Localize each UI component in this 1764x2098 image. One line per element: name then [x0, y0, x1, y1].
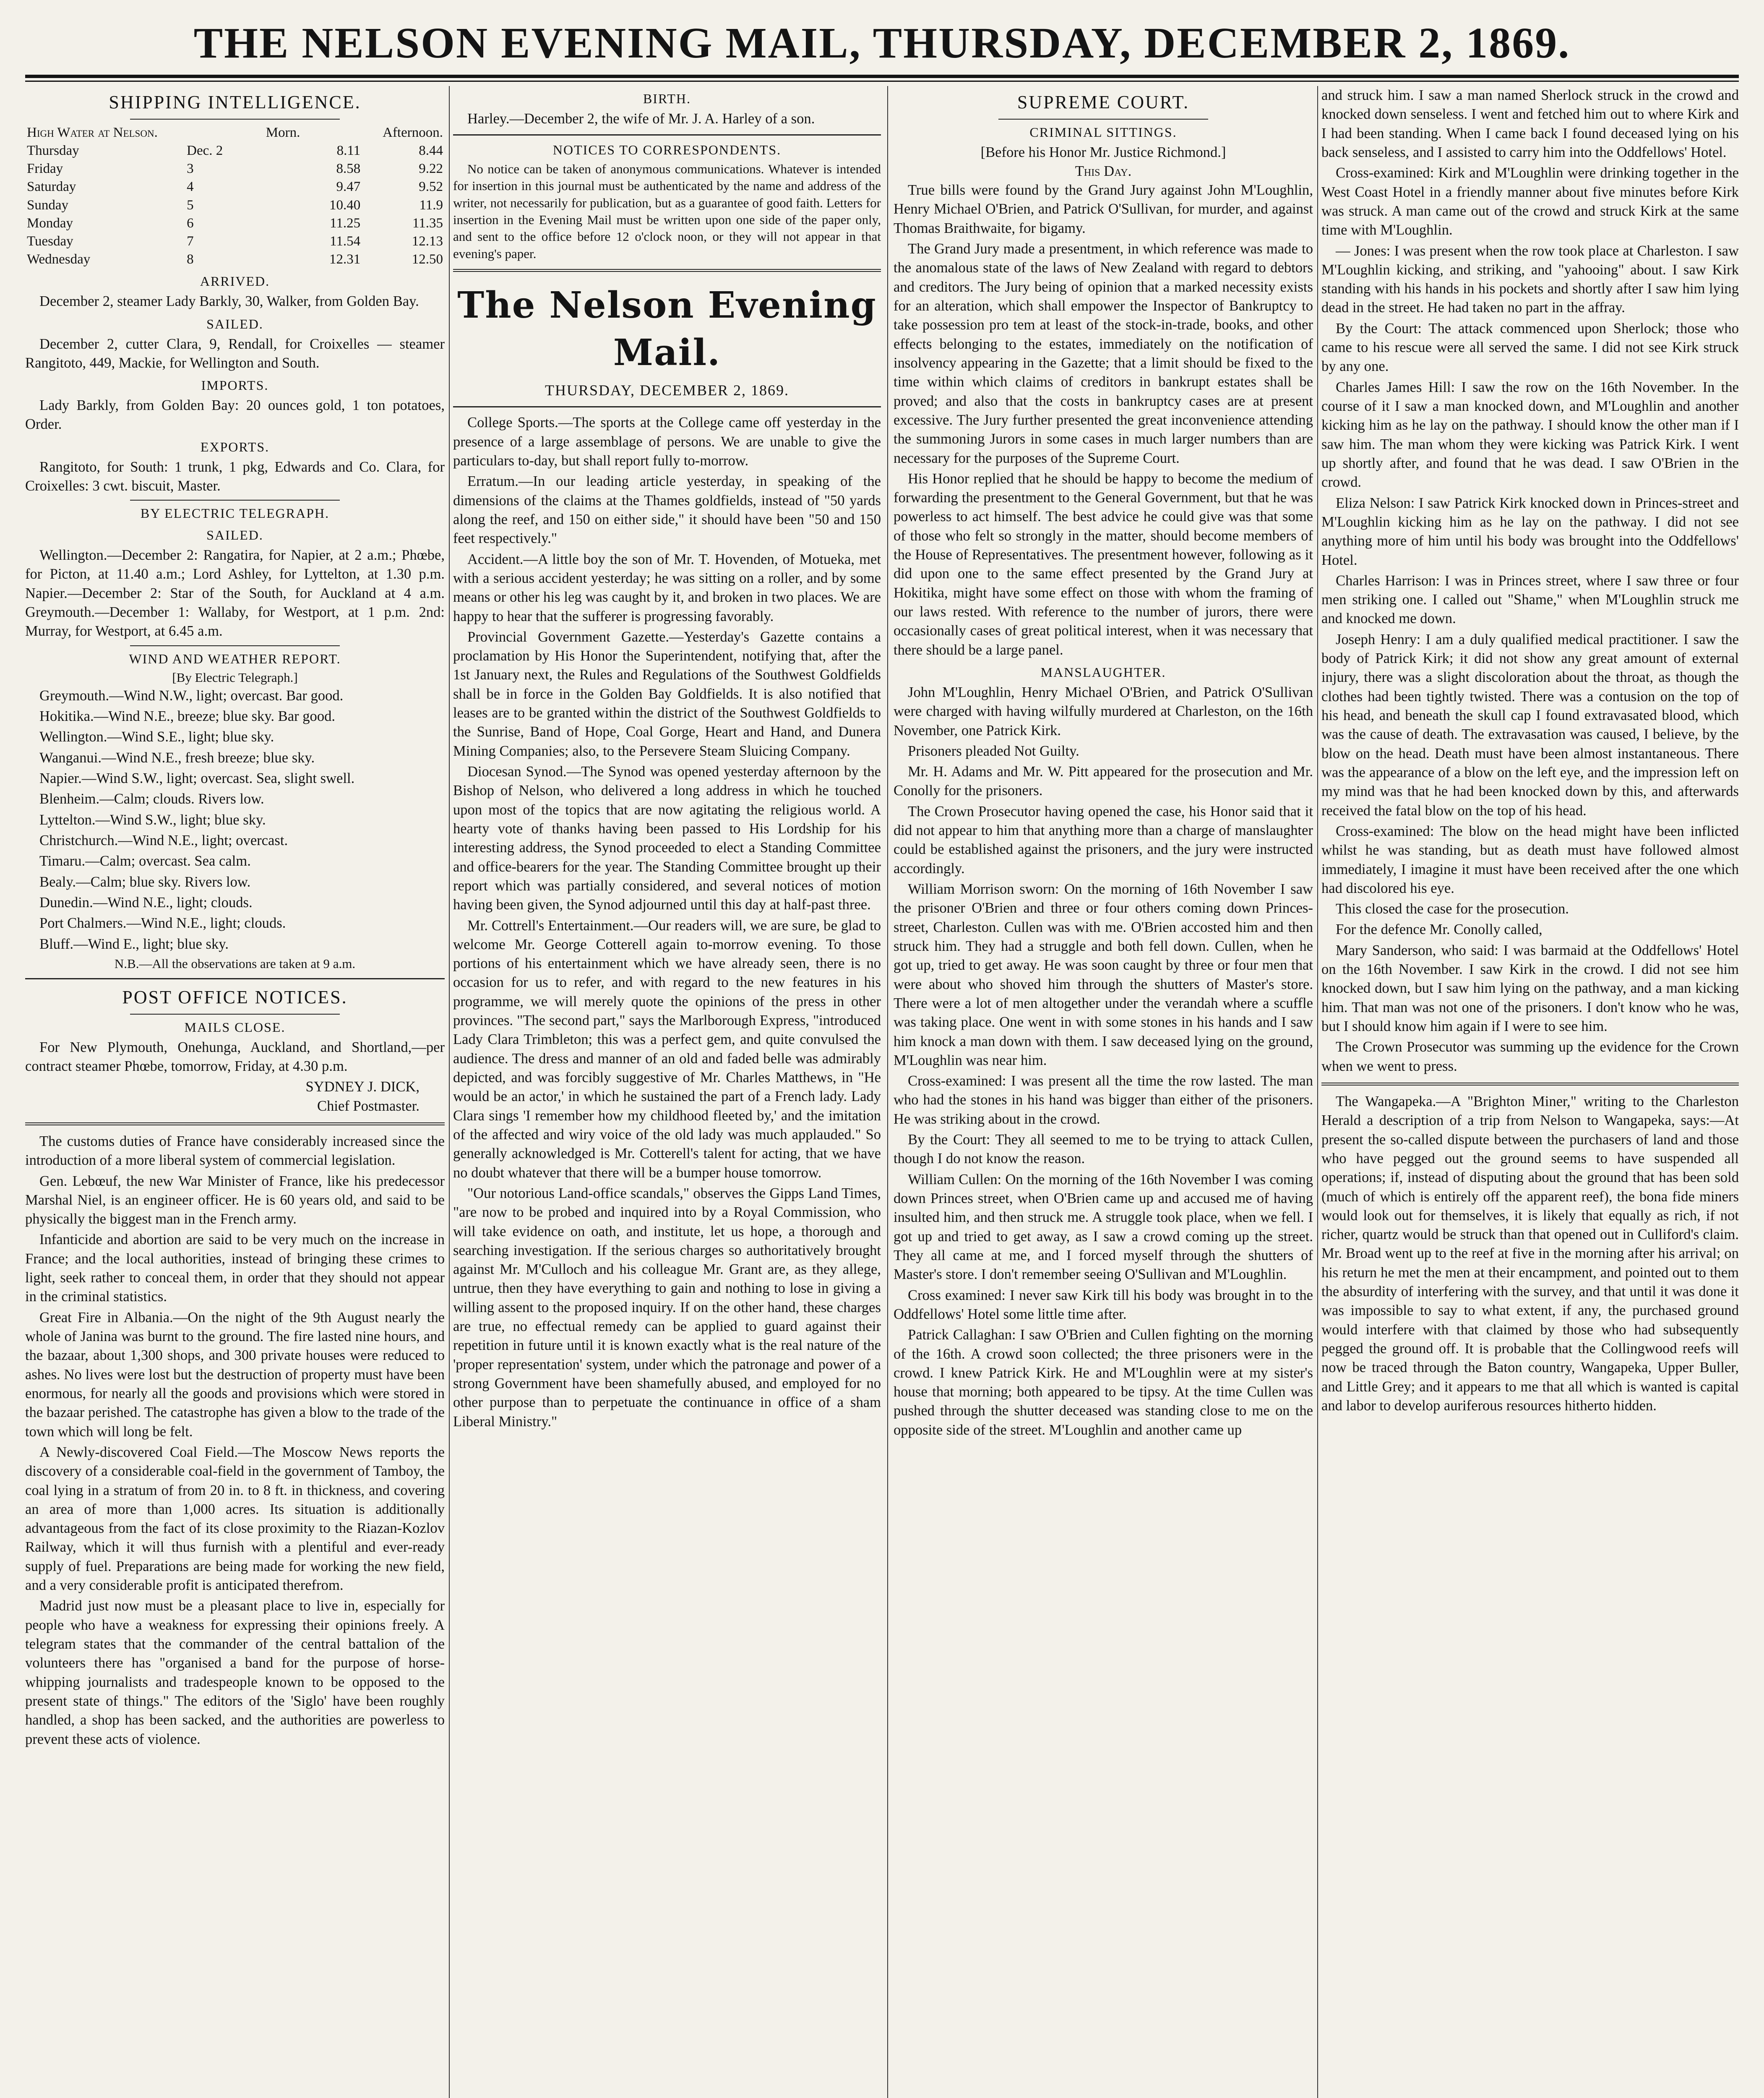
tide-row [25, 232, 445, 251]
trial-continued-paragraphs [1321, 86, 1739, 1076]
divider [25, 978, 445, 979]
weather-line: Wellington.—Wind S.E., light; blue sky. [39, 729, 274, 745]
trial-paragraph: Mr. H. Adams and Mr. W. Pitt appeared for the prosecution and Mr. Conolly for the prisoners. [894, 764, 1313, 799]
tide-header: Morn. [266, 125, 300, 140]
tide-row [25, 251, 445, 269]
tide-cell: Saturday [27, 179, 76, 195]
weather-line: Greymouth.—Wind N.W., light; overcast. Bar good. [39, 687, 344, 704]
tide-header: High Water at Nelson. [27, 125, 158, 140]
mails-text: For New Plymouth, Onehunga, Auckland, and Shortland,—per contract steamer Phœbe, tomorrow, Friday, at 4.30 p.m. [25, 1039, 445, 1074]
imports-heading: IMPORTS. [201, 378, 269, 393]
postmaster-name: SYDNEY J. DICK, [305, 1079, 420, 1095]
tide-row [25, 178, 445, 196]
this-day-heading: This Day. [1075, 163, 1132, 179]
news-item: The customs duties of France have considerably increased since the introduction of a more liberal system of commercial legislation. [25, 1133, 445, 1169]
trial-paragraph: Prisoners pleaded Not Guilty. [908, 743, 1079, 759]
editorial-paragraph: Diocesan Synod.—The Synod was opened yesterday afternoon by the Bishop of Nelson, who delivered a long address in which he touched upon most of the topics that are now agitating the religious world. A hearty vote of thanks having been passed to His Lordship for his interesting address, the Synod proceeded to elect a Standing Committee and office-bearers for the year. The Standing Committee brought up their report which was partially considered, and several notices of motion having been given, the Synod adjourned until this day at half-past three. [453, 764, 881, 913]
tide-header: Afternoon. [383, 125, 443, 140]
court-paragraph: The Grand Jury made a presentment, in which reference was made to the anomalous state of the laws of New Zealand with regard to debtors and creditors. The Jury being of opinion that a marked necessity exists for an alteration, which shall empower the Inspector of Bankruptcy to take possession pro tem at least of the stock-in-trade, books, and other effects belonging to the estates, immediately on the notification of insolvency appearing in the Gazette; that a limit should be fixed to the time within which claims of creditors in bankrupt estates shall be proved; and also that the costs in bankruptcy cases are at present excessive. The Jury further presented the great inconvenience attending the summoning Jurors in some cases in much larger numbers than are necessary for the purposes of the Supreme Court. [894, 241, 1313, 466]
tide-cell: 12.50 [412, 252, 443, 267]
tide-cell: 11.25 [330, 215, 361, 231]
divider [130, 1014, 340, 1015]
editorial-paragraph: Mr. Cottrell's Entertainment.—Our readers will, we are sure, be glad to welcome Mr. George Cotterell again to-morrow evening. To those portions of his entertainment which we have already seen, there is no occasion for us to refer, and with regard to the new features in his programme, we will merely quote the opinions of the press in other provinces. "The second part," says the Marlborough Express, "introduced Lady Clara Trimbleton; this was a perfect gem, and quite convulsed the audience. The dress and manner of an old and faded belle was admirably depicted, and was forcibly suggestive of Mr. Charles Matthews, in "He would be an actor,' in which he sustained the part of a French lady. Lady Clara sings 'I remember how my childhood fleeted by,' and the imitation of the affected and wiry voice of the old lady was much applauded." So generally acknowledged is Mr. Cotterell's talent for acting, that we have no doubt whatever that there will be a bumper house tomorrow. [453, 917, 881, 1181]
trial-paragraph: Eliza Nelson: I saw Patrick Kirk knocked down in Princes-street and M'Loughlin kicking him as he lay on the pathway. I did not see anything more of him until his body was brought into the Oddfellows' Hotel. [1321, 495, 1739, 568]
weather-line: Bluff.—Wind E., light; blue sky. [39, 936, 229, 952]
divider [998, 119, 1208, 120]
newspaper-flag: The Nelson Evening Mail. [457, 284, 877, 374]
trial-paragraph: By the Court: The attack commenced upon Sherlock; those who came to his rescue were all served the same. I did not see Kirk struck by any one. [1321, 320, 1739, 375]
tide-cell: Wednesday [27, 252, 91, 267]
news-item: Infanticide and abortion are said to be very much on the increase in France; and the local authorities, instead of bringing these crimes to light, seek rather to conceal them, in order that they should not appear in the criminal statistics. [25, 1232, 445, 1305]
tide-cell: Tuesday [27, 233, 73, 249]
trial-paragraph: Mary Sanderson, who said: I was barmaid at the Oddfellows' Hotel on the 16th November. I saw Kirk in the crowd. I did not see him knocked down, but I saw him lying on the pathway, and a man kicking him. That man was not one of the prisoners. I don't know who he was, but I should know him again if I were to see him. [1321, 942, 1739, 1034]
editorial-paragraph: Provincial Government Gazette.—Yesterday's Gazette contains a proclamation by His Honor the Superintendent, notifying that, after the 1st January next, the Rules and Regulations of the Southwest Goldfields shall be in force in the Golden Bay Goldfields. It is also notified that leases are to be granted within the district of the Southwest Goldfields to the Sunrise, Band of Hope, Coal Gorge, Heart and Hand, and Dunera Mining Companies; also, to the Persevere Steam Sluicing Company. [453, 629, 881, 759]
tide-cell: Sunday [27, 197, 68, 213]
trial-paragraph: William Morrison sworn: On the morning of 16th November I saw the prisoner O'Brien and three or four others coming down Princes-street, Charleston. Cullen was with me. O'Brien accosted him and then struck him. They had a struggle and both fell down. Cullen, when he got up, tried to get away. He was soon caught by three or four men that were about who shoved him through the shutters of Master's store. There were a lot of men altogether under the verandah where a scuffle was taking place. One went in with some stones in his hands and I saw him knock a man down with them. I saw deceased lying on the ground, M'Loughlin was near him. [894, 881, 1313, 1068]
weather-line: Bealy.—Calm; blue sky. Rivers low. [39, 874, 251, 890]
tide-cell: 5 [187, 197, 194, 213]
news-items [25, 1132, 445, 1749]
divider [1321, 1083, 1739, 1086]
trial-paragraph: Patrick Callaghan: I saw O'Brien and Cullen fighting on the morning of the 16th. A crowd soon collected; the three prisoners were in the crowd. I knew Patrick Kirk. He and M'Loughlin were at my sister's house that morning; both appeared to be tipsy. At the time Cullen was pushed through the shutter deceased was standing close to me on the opposite side of the street. M'Loughlin and another came up [894, 1327, 1313, 1438]
trial-paragraph: Joseph Henry: I am a duly qualified medical practitioner. I saw the body of Patrick Kirk; it did not show any great amount of external injury, there was a slight discoloration about the throat, as though the clothes had been tightly twisted. There was a contusion on the top of his head, and beneath the skull cap I found extravasated blood, which was the cause of death. The extravasation was caused, I believe, by the blow on the head. Death must have been almost instantaneous. There was the appearance of a blow on the left eye, and the impression left on my mind was that he had been knocked down by this, and afterwards received the fatal blow on the top of his head. [1321, 631, 1739, 819]
tide-cell: 9.22 [419, 161, 443, 177]
trial-paragraph: Cross examined: I never saw Kirk till his body was brought in to the Oddfellows' Hotel some little time after. [894, 1287, 1313, 1322]
arrived-text: December 2, steamer Lady Barkly, 30, Walker, from Golden Bay. [39, 293, 419, 310]
criminal-sittings-heading: CRIMINAL SITTINGS. [1029, 124, 1177, 140]
divider [25, 1122, 445, 1125]
news-item: Gen. Lebœuf, the new War Minister of France, like his predecessor Marshal Niel, is an engineer officer. He is 60 years old, and said to be physically the biggest man in the French army. [25, 1173, 445, 1227]
shipping-heading: SHIPPING INTELLIGENCE. [109, 92, 361, 112]
column-1 [25, 86, 445, 2098]
weather-list [25, 686, 445, 954]
column-3 [894, 86, 1313, 2098]
tide-cell: Friday [27, 161, 63, 177]
editorial-paragraph: Accident.—A little boy the son of Mr. T. Hovenden, of Motueka, met with a serious accident yesterday; he was sitting on a roller, and by some means or other his leg was caught by it, and broken in two places. We are happy to hear that the sufferer is progressing favorably. [453, 551, 881, 624]
weather-subheading: [By Electric Telegraph.] [172, 670, 298, 685]
notices-text: No notice can be taken of anonymous communications. Whatever is intended for insertion in this journal must be authenticated by the name and address of the writer, not necessarily for publication, but as a guarantee of good faith. Letters for insertion in the Evening Mail must be written upon one side of the paper only, and sent to the office before 12 o'clock noon, or they will not appear in that evening's paper. [453, 162, 881, 261]
masthead-rule-thin [25, 81, 1739, 82]
supreme-court-heading: SUPREME COURT. [1017, 92, 1190, 112]
tide-cell: 10.40 [329, 197, 361, 213]
divider [453, 269, 881, 272]
wangapeka-article: The Wangapeka.—A "Brighton Miner," writing to the Charleston Herald a description of a trip from Nelson to Wangapeka, says:—At present the so-called dispute between the purchasers of land and those who have pegged out the ground seems to have suspended all operations; if, instead of disputing about the ground that has been sold (much of which is entirely off the apparent reef), the bona fide miners would look out for themselves, it is likely that equally as rich, if not richer, quartz would be struck than that opened out in Culliford's claim. Mr. Broad went up to the reef at five in the morning after his arrival; on his return he met the men at their encampment, and pointed out to them the absurdity of interfering with the survey, and that until it was done it was impossible to say to what extent, if any, the purchased ground would interfere with that claimed by those who had subsequently pegged the ground off. It is probable that the Collingwood reefs will now be traced through the Baton country, Wangapeka, Upper Buller, and Little Grey; and it appears to me that all which is wanted is capital and labor to develop auriferous resources hitherto hidden. [1321, 1093, 1739, 1414]
imports-text: Lady Barkly, from Golden Bay: 20 ounces gold, 1 ton potatoes, Order. [25, 397, 445, 433]
editorial-paragraph: "Our notorious Land-office scandals," observes the Gipps Land Times, "are now to be probed and inquired into by a Royal Commission, who will take evidence on oath, and institute, let us hope, a thorough and searching investigation. If the serious charges so authoritatively brought against Mr. M'Culloch and his colleague Mr. Grant are, as they allege, untrue, then they have everything to gain and nothing to lose in giving a willing assent to the proposed inquiry. If on the other hand, these charges are true, no effectual remedy can be applied to guard against their repetition in future until it is known exactly what is the real nature of the 'proper representation' system, under which the patronage and power of a strong Government have been shamefully abused, and employed for no other purpose than to perpetuate the continuance in office of a sham Liberal Ministry." [453, 1185, 881, 1430]
trial-paragraph: Charles Harrison: I was in Princes street, where I saw three or four men striking one. I called out "Shame," when M'Loughlin struck me and knocked me down. [1321, 572, 1739, 627]
court-bench: [Before his Honor Mr. Justice Richmond.] [980, 144, 1226, 160]
tide-cell: 4 [187, 179, 194, 195]
telegraph-sailed-heading: SAILED. [206, 527, 263, 543]
exports-text: Rangitoto, for South: 1 trunk, 1 pkg, Edwards and Co. Clara, for Croixelles: 3 cwt. biscuit, Master. [25, 459, 445, 494]
weather-note: N.B.—All the observations are taken at 9 a.m. [114, 956, 356, 971]
trial-paragraph: This closed the case for the prosecution. [1336, 901, 1569, 917]
tide-cell: Dec. 2 [187, 143, 223, 158]
divider [130, 119, 340, 120]
tide-cell: 11.9 [419, 197, 443, 213]
tide-row [25, 214, 445, 232]
trial-paragraph: The Crown Prosecutor was summing up the evidence for the Crown when we went to press. [1321, 1039, 1739, 1074]
tide-cell: 12.13 [412, 233, 443, 249]
divider [130, 500, 340, 501]
mails-close-heading: MAILS CLOSE. [184, 1019, 286, 1035]
news-item: Madrid just now must be a pleasant place to live in, especially for people who have a weakness for expressing their opinions freely. A telegram states that the commander of the central battalion of the volunteers there has "organised a band for the purpose of horse-whipping journalists and tradespeople known to be opposed to the present state of things." The editors of the 'Siglo' have been roughly handled, a shop has been sacked, and the authorities are powerless to prevent these acts of violence. [25, 1598, 445, 1747]
trial-paragraph: The Crown Prosecutor having opened the case, his Honor said that it did not appear to him that anything more than a charge of manslaughter could be established against the prisoners, and the jury were instructed accordingly. [894, 803, 1313, 877]
trial-paragraph: Charles James Hill: I saw the row on the 16th November. In the course of it I saw a man knocked down, and M'Loughlin and another kicking him as he lay on the pathway. I should know the other man if I saw him. The man whom they were kicking was Patrick Kirk. I went up shortly after, and found that he was dead. I saw O'Brien in the crowd. [1321, 379, 1739, 491]
weather-line: Lyttelton.—Wind S.W., light; blue sky. [39, 812, 266, 828]
tide-cell: 12.31 [329, 252, 361, 267]
birth-heading: BIRTH. [643, 91, 691, 106]
trial-paragraph: — Jones: I was present when the row took place at Charleston. I saw M'Loughlin kicking, and striking, and "yahooing" about. I saw Kirk standing with his hands in his pockets and shortly after I saw him lying dead in the street. He had taken no part in the affray. [1321, 243, 1739, 316]
tide-cell: Thursday [27, 143, 79, 158]
birth-notice: Harley.—December 2, the wife of Mr. J. A. Harley of a son. [467, 110, 815, 127]
court-paragraphs [894, 181, 1313, 660]
divider [453, 406, 881, 407]
trial-paragraph: Cross-examined: I was present all the time the row lasted. The man who had the stones in his hand was bigger than either of the prisoners. He was striking about in the crowd. [894, 1073, 1313, 1127]
tide-cell: 7 [187, 233, 194, 249]
tide-cell: 8.44 [419, 143, 443, 158]
post-office-heading: POST OFFICE NOTICES. [122, 987, 348, 1008]
tide-cell: Monday [27, 215, 73, 231]
trial-paragraph: By the Court: They all seemed to me to be trying to attack Cullen, though I do not know the reason. [894, 1132, 1313, 1167]
weather-line: Port Chalmers.—Wind N.E., light; clouds. [39, 915, 286, 932]
court-paragraph: True bills were found by the Grand Jury against John M'Loughlin, Henry Michael O'Brien, and Patrick O'Sullivan, for murder, and against Thomas Braithwaite, for bigamy. [894, 182, 1313, 236]
column-divider [449, 86, 450, 2098]
trial-paragraph: John M'Loughlin, Henry Michael O'Brien, and Patrick O'Sullivan were charged with having wilfully murdered at Charleston, on the 16th November, one Patrick Kirk. [894, 684, 1313, 738]
tide-cell: 9.52 [419, 179, 443, 195]
tide-cell: 6 [187, 215, 194, 231]
tide-table [25, 124, 445, 142]
tide-cell: 11.35 [412, 215, 443, 231]
tide-row [25, 160, 445, 178]
tide-cell: 8.58 [336, 161, 361, 177]
column-divider [887, 86, 888, 2098]
editorial-paragraph: College Sports.—The sports at the College came off yesterday in the presence of a large assemblage of persons. We are unable to give the particulars to-day, but shall report fully to-morrow. [453, 415, 881, 469]
trial-paragraph: William Cullen: On the morning of the 16th November I was coming down Princes street, when O'Brien came up and accused me of having insulted him, and then struck me. A struggle took place, when we fell. I got up and tried to get away, as I saw a crowd coming up the street. They all came at me, and I forced myself through the shutters of Master's store. I don't remember seeing O'Sullivan and M'Loughlin. [894, 1171, 1313, 1283]
divider [453, 134, 881, 136]
tide-rows [25, 142, 445, 269]
tide-cell: 8.11 [336, 143, 361, 158]
divider [130, 645, 340, 646]
weather-line: Wanganui.—Wind N.E., fresh breeze; blue sky. [39, 749, 315, 766]
trial-paragraph: For the defence Mr. Conolly called, [1336, 921, 1543, 938]
court-paragraph: His Honor replied that he should be happy to become the medium of forwarding the presentment to the General Government, but that he was powerless to act himself. The best advice he could give was that some of those who felt so strongly in the matter, should become members of the House of Representatives. The presentment however, following as it did upon one to the same effect presented by the Grand Jury at Hokitika, might have some effect on those with whom the framing of our laws rested. With reference to the number of jurors, there were occasionally cases of great political interest, when it was necessary that there should be a large panel. [894, 470, 1313, 658]
arrived-heading: ARRIVED. [200, 274, 270, 289]
weather-line: Blenheim.—Calm; clouds. Rivers low. [39, 791, 264, 807]
tide-row [25, 142, 445, 160]
dateline: THURSDAY, DECEMBER 2, 1869. [545, 382, 790, 399]
postmaster-title: Chief Postmaster. [317, 1098, 420, 1114]
manslaughter-heading: MANSLAUGHTER. [1040, 664, 1166, 680]
trial-paragraph: Cross-examined: Kirk and M'Loughlin were drinking together in the West Coast Hotel in a friendly manner about five minutes before Kirk was struck. A man came out of the crowd and struck Kirk at the same time with M'Loughlin. [1321, 165, 1739, 238]
masthead: THE NELSON EVENING MAIL, THURSDAY, DECEMBER 2, 1869. [193, 19, 1571, 67]
weather-line: Hokitika.—Wind N.E., breeze; blue sky. Bar good. [39, 708, 336, 725]
news-item: A Newly-discovered Coal Field.—The Moscow News reports the discovery of a considerable coal-field in the government of Tamboy, the coal lying in a stratum of from 20 in. to 8 ft. in thickness, and covering an area of more than 1,000 acres. Its situation is additionally advantageous from the fact of its close proximity to the Riazan-Kozlov Railway, which it will thus furnish with a plentiful and ever-ready supply of fuel. Preparations are being made for working the new field, and a very considerable profit is anticipated therefrom. [25, 1444, 445, 1594]
weather-line: Napier.—Wind S.W., light; overcast. Sea, slight swell. [39, 770, 355, 787]
tide-cell: 11.54 [330, 233, 361, 249]
tide-row [25, 196, 445, 214]
exports-heading: EXPORTS. [200, 439, 270, 454]
trial-paragraphs [894, 683, 1313, 1440]
trial-paragraph: Cross-examined: The blow on the head might have been inflicted whilst he was standing, but as death must have followed almost immediately, I imagine it must have been received after the one which had discolored his eye. [1321, 823, 1739, 896]
column-divider [1317, 86, 1318, 2098]
sailed-text: December 2, cutter Clara, 9, Rendall, for Croixelles — steamer Rangitoto, 449, Mackie, for Wellington and South. [25, 336, 445, 371]
column-4 [1321, 86, 1739, 2098]
masthead-rule [25, 75, 1739, 78]
column-2 [453, 86, 881, 2098]
tide-cell: 3 [187, 161, 194, 177]
tide-header-row [25, 124, 445, 142]
trial-paragraph: and struck him. I saw a man named Sherlock struck in the crowd and knocked down senseless. I went and fetched him out to where Kirk and I had been standing. When I came back I found deceased lying on his back senseless, and I assisted to carry him into the Oddfellows' Hotel. [1321, 87, 1739, 160]
notices-heading: NOTICES TO CORRESPONDENTS. [552, 142, 782, 158]
weather-line: Dunedin.—Wind N.E., light; clouds. [39, 894, 253, 911]
weather-heading: WIND AND WEATHER REPORT. [129, 651, 341, 666]
editorial-paragraphs [453, 413, 881, 1431]
telegraph-sailed-text: Wellington.—December 2: Rangatira, for Napier, at 2 a.m.; Phœbe, for Picton, at 11.40 a.m.; Lord Ashley, for Lyttelton, at 1.30 p.m. Napier.—December 2: Star of the South, for Auckland at 4 a.m. Greymouth.—December 1: Wallaby, for Westport, at 1 p.m. 2nd: Murray, for Westport, at 6.45 a.m. [25, 547, 445, 639]
tide-cell: 8 [187, 252, 194, 267]
weather-line: Christchurch.—Wind N.E., light; overcast. [39, 832, 288, 848]
telegraph-heading: BY ELECTRIC TELEGRAPH. [140, 506, 330, 521]
tide-cell: 9.47 [336, 179, 361, 195]
weather-line: Timaru.—Calm; overcast. Sea calm. [39, 853, 251, 869]
sailed-heading: SAILED. [206, 316, 263, 331]
editorial-paragraph: Erratum.—In our leading article yesterday, in speaking of the dimensions of the claims at the Thames goldfields, instead of "50 yards along the reef, and 150 on either side," it should have been "50 and 150 feet respectively." [453, 473, 881, 547]
news-item: Great Fire in Albania.—On the night of the 9th August nearly the whole of Janina was burnt to the ground. The fire lasted nine hours, and the bazaar, about 1,300 shops, and 300 private houses were reduced to ashes. No lives were lost but the destruction of property must have been enormous, for nearly all the goods and provisions which were stored in the bazaar perished. The catastrophe has given a blow to the trade of the town which will long be felt. [25, 1309, 445, 1440]
